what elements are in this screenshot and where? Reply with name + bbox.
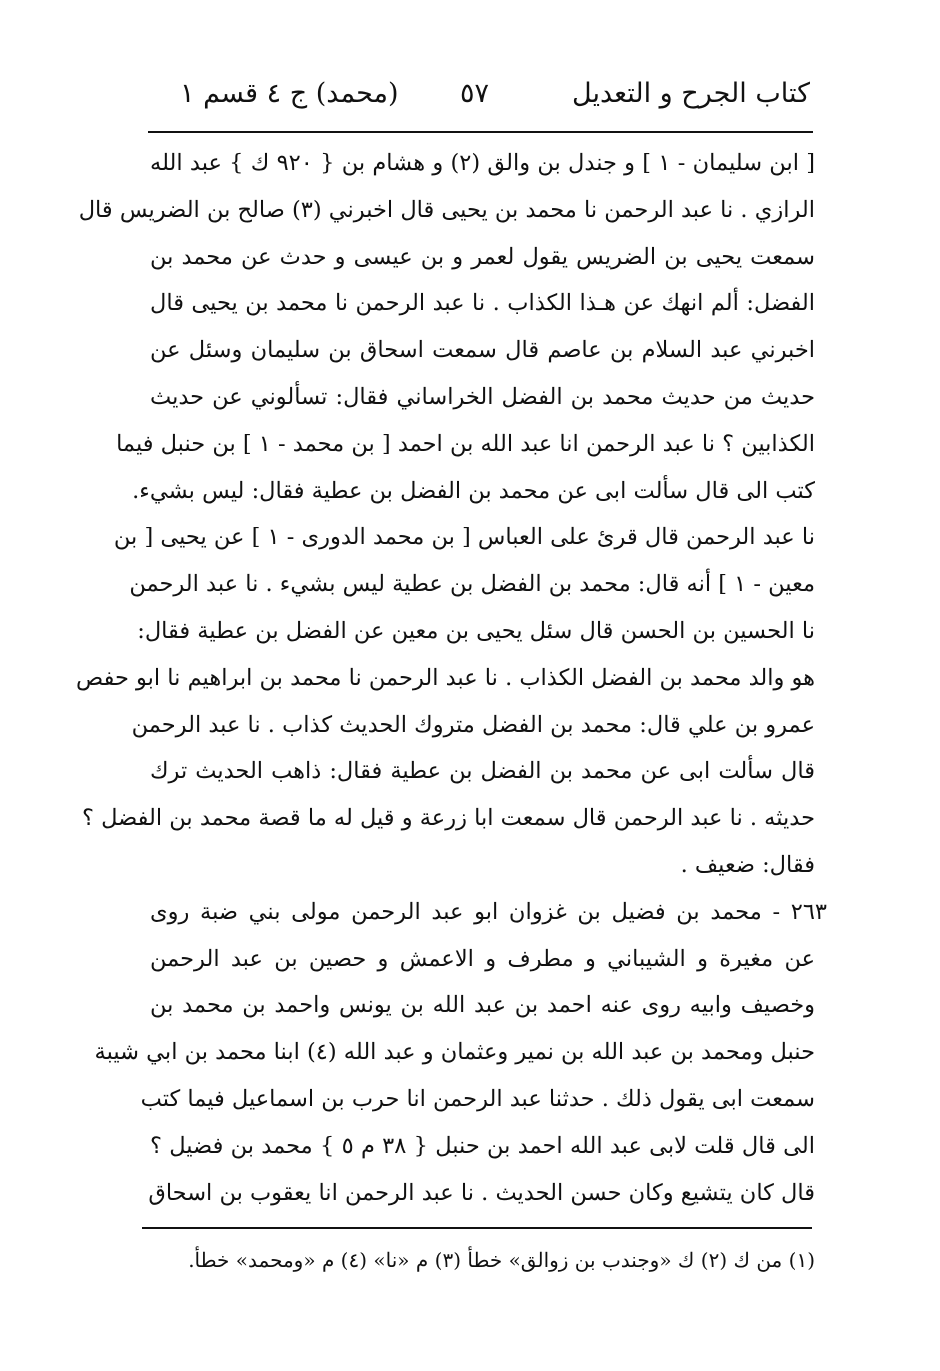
text-line: عن مغيرة و الشيباني و مطرف و الاعمش و حصين بن عبد الرحمن <box>150 945 815 972</box>
text-line: معين - ١ ] أنه قال: محمد بن الفضل بن عطية ليس بشيء . نا عبد الرحمن <box>129 571 815 598</box>
main-text <box>76 140 827 1216</box>
text-line: كتب الى قال سألت ابى عن محمد بن الفضل بن عطية فقال: ليس بشيء. <box>132 477 815 504</box>
text-line: قال سألت ابى عن محمد بن الفضل بن عطية فقال: ذاهب الحديث ترك <box>150 758 815 785</box>
text-line: وخصيف وابيه روى عنه احمد بن عبد الله بن يونس واحمد بن محمد بن <box>150 992 815 1019</box>
text-line: الكذابين ؟ نا عبد الرحمن انا عبد الله بن احمد [ بن محمد - ١ ] بن حنبل فيما <box>116 430 815 457</box>
text-line: حديثه . نا عبد الرحمن قال سمعت ابا زرعة و قيل له ما قصة محمد بن الفضل ؟ <box>81 805 815 832</box>
text-line: اخبرني عبد السلام بن عاصم قال سمعت اسحاق بن سليمان وسئل عن <box>150 337 815 364</box>
page-number: ٥٧ <box>460 78 490 109</box>
page-header <box>150 78 810 130</box>
header-rule <box>148 131 813 133</box>
text-line: نا عبد الرحمن قال قرئ على العباس [ بن محمد الدورى - ١ ] عن يحيى [ بن <box>113 524 815 551</box>
text-line: الرازي . نا عبد الرحمن نا محمد بن يحيى قال اخبرني (٣) صالح بن الضريس قال <box>78 196 815 223</box>
text-line: حديث من حديث محمد بن الفضل الخراساني فقال: تسألوني عن حديث <box>150 383 815 410</box>
text-line: هو والد محمد بن الفضل الكذاب . نا عبد الرحمن نا محمد بن ابراهيم نا ابو حفص <box>76 664 815 691</box>
text-line: [ ابن سليمان - ١ ] و جندل بن والق (٢) و هشام بن { ٩٢٠ ك } عبد الله <box>150 150 815 176</box>
book-title: كتاب الجرح و التعديل <box>572 78 810 109</box>
footnote-rule <box>142 1227 812 1229</box>
text-line: الى قال قلت لابى عبد الله احمد بن حنبل { ٣٨ م ٥ } محمد بن فضيل ؟ <box>150 1132 815 1159</box>
text-line: نا الحسين بن الحسن قال سئل يحيى بن معين عن الفضل بن عطية فقال: <box>137 617 815 644</box>
text-line: الفضل: ألم انهك عن هـذا الكذاب . نا عبد الرحمن نا محمد بن يحيى قال <box>150 290 815 317</box>
text-line: سمعت ابى يقول ذلك . حدثنا عبد الرحمن انا حرب بن اسماعيل فيما كتب <box>140 1085 815 1112</box>
text-line: عمرو بن علي قال: محمد بن الفضل متروك الحديث كذاب . نا عبد الرحمن <box>131 711 815 738</box>
text-line: سمعت يحيى بن الضريس يقول لعمر و بن عيسى و حدث عن محمد بن <box>150 243 815 270</box>
text-line: فقال: ضعيف . <box>680 851 815 878</box>
footnotes: (١) من ك (٢) ك «وجندب بن زوالق» خطأ (٣) م «نا» (٤) م «ومحمد» خطأ. <box>188 1248 815 1272</box>
volume-section: (محمد) ج ٤ قسم ١ <box>180 78 399 109</box>
text-line: قال كان يتشيع وكان حسن الحديث . نا عبد الرحمن انا يعقوب بن اسحاق <box>148 1179 815 1206</box>
text-line: حنبل ومحمد بن عبد الله بن نمير وعثمان و عبد الله (٤) ابنا محمد بن ابي شيبة <box>94 1039 815 1066</box>
entry-263-heading-line: ٢٦٣ - محمد بن فضيل بن غزوان ابو عبد الرحمن مولى بني ضبة روى <box>150 898 827 925</box>
